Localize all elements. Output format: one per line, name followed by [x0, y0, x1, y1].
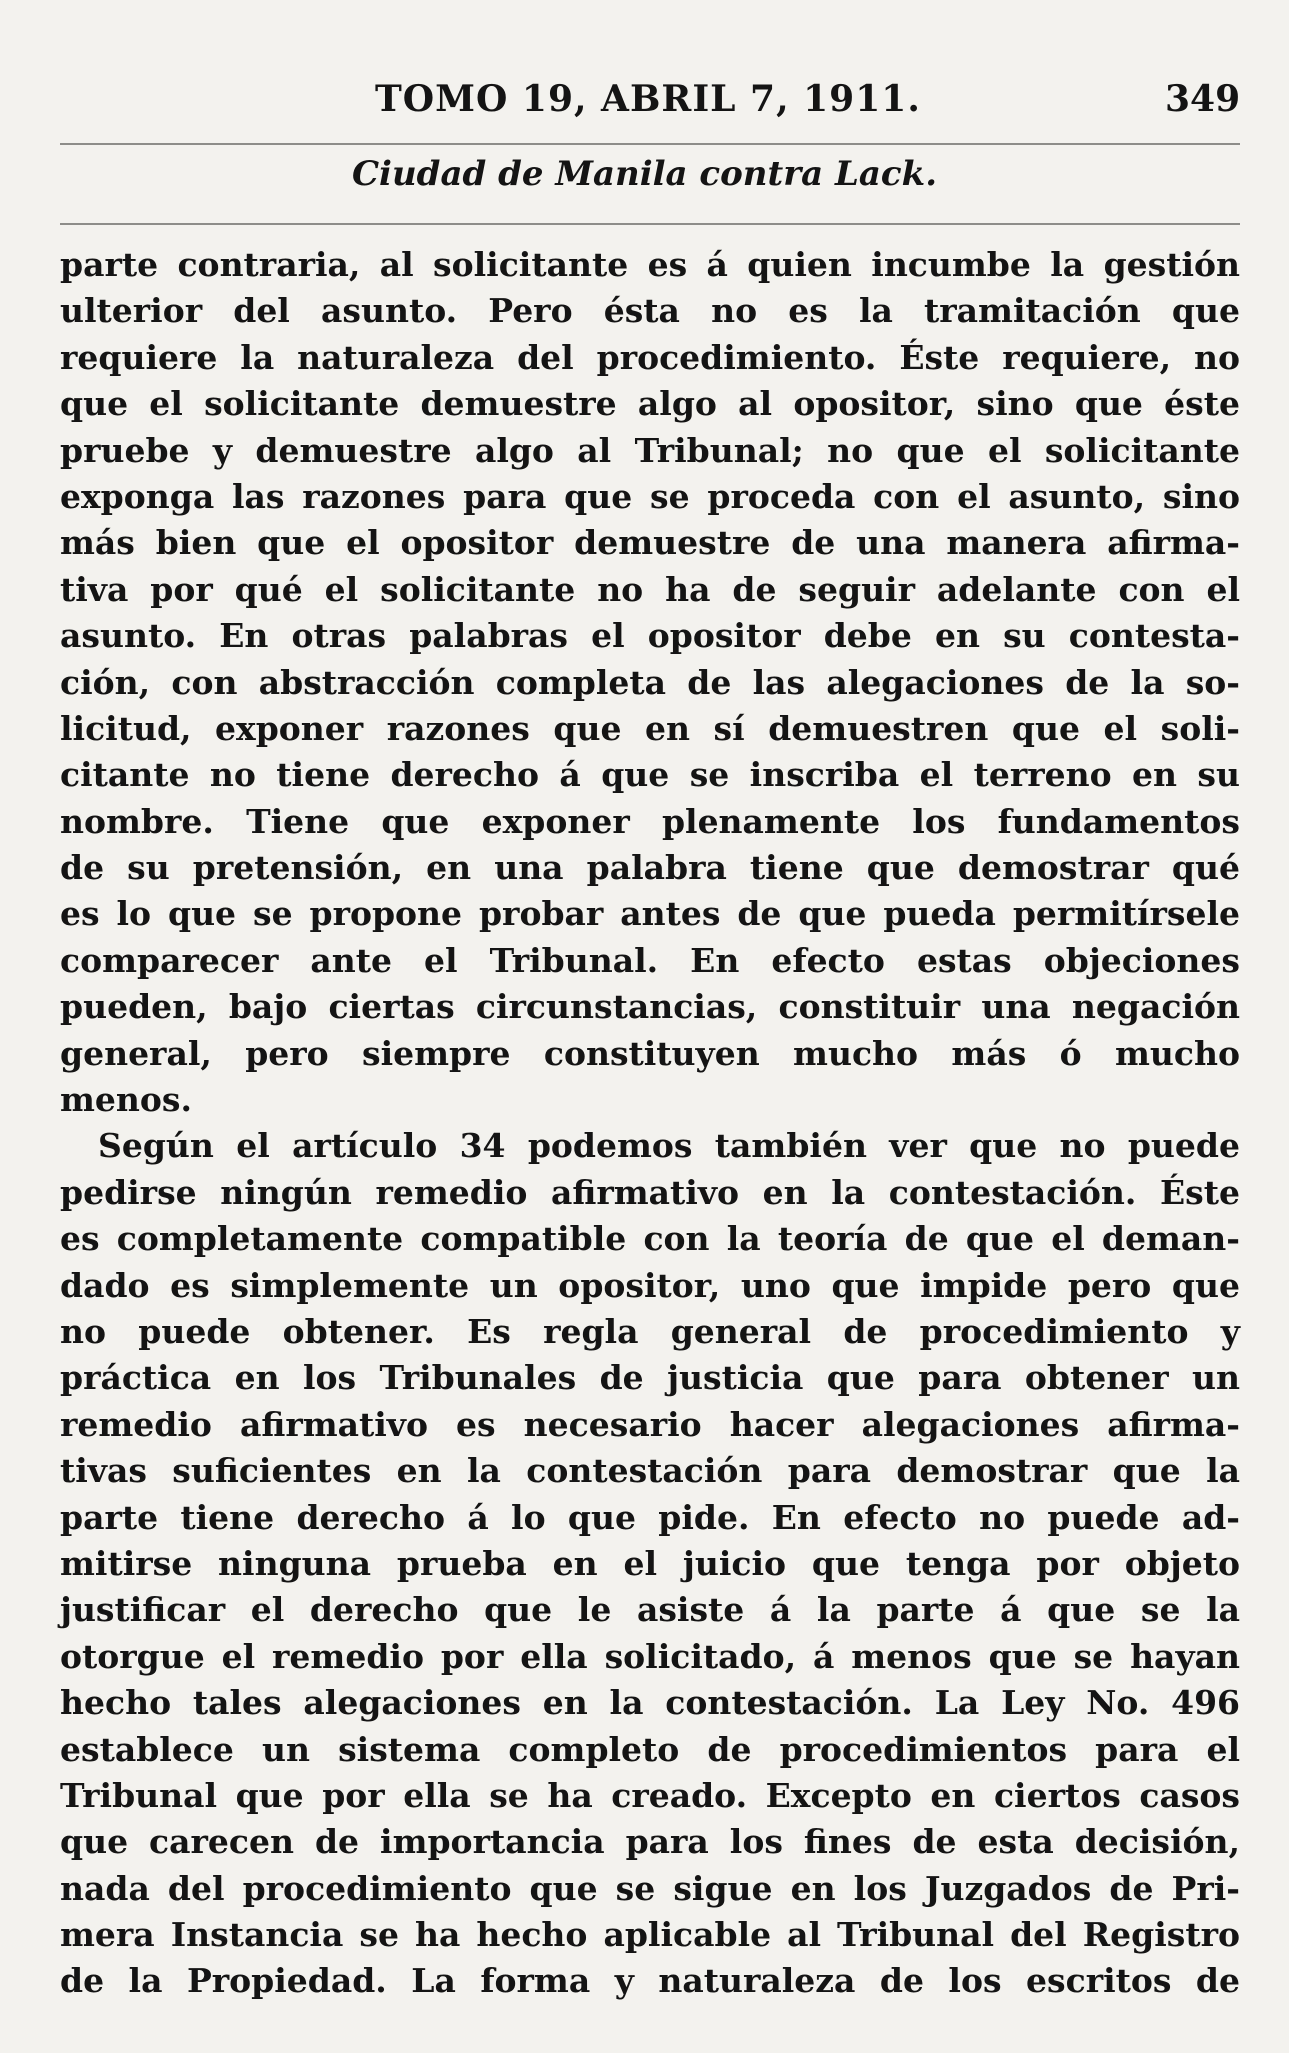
header-rule-bottom — [60, 223, 1240, 225]
text-line: asunto. En otras palabras el opositor debe en su contesta- — [60, 616, 1240, 656]
text-line: pueden, bajo ciertas circunstancias, constituir una negación — [60, 987, 1240, 1027]
text-line: general, pero siempre constituyen mucho más ó mucho — [60, 1033, 1240, 1073]
text-line: citante no tiene derecho á que se inscriba el terreno en su — [60, 755, 1240, 795]
text-line: de su pretensión, en una palabra tiene que demostrar qué — [60, 848, 1240, 888]
header-rule-top — [60, 143, 1240, 145]
text-line: es completamente compatible con la teoría de que el deman- — [60, 1219, 1240, 1259]
text-line: parte tiene derecho á lo que pide. En efecto no puede ad- — [60, 1497, 1240, 1537]
text-line: más bien que el opositor demuestre de una manera afirma- — [60, 523, 1240, 563]
text-line: menos. — [60, 1080, 192, 1120]
page-header — [0, 78, 1289, 138]
text-line: licitud, exponer razones que en sí demuestren que el soli- — [60, 708, 1240, 748]
text-line: mitirse ninguna prueba en el juicio que tenga por objeto — [60, 1543, 1240, 1583]
text-line: que carecen de importancia para los fines de esta decisión, — [60, 1822, 1240, 1862]
text-line: mera Instancia se ha hecho aplicable al Tribunal del Registro — [60, 1915, 1240, 1955]
text-line: pruebe y demuestre algo al Tribunal; no que el solicitante — [60, 430, 1240, 470]
text-line: tivas suficientes en la contestación para demostrar que la — [60, 1451, 1240, 1491]
text-line: Tribunal que por ella se ha creado. Excepto en ciertos casos — [60, 1775, 1240, 1815]
text-line: justificar el derecho que le asiste á la parte á que se la — [60, 1590, 1240, 1630]
text-line: parte contraria, al solicitante es á quien incumbe la gestión — [60, 245, 1240, 284]
case-title: Ciudad de Manila contra Lack. — [351, 154, 938, 194]
running-head: TOMO 19, ABRIL 7, 1911. — [375, 78, 921, 120]
text-line: es lo que se propone probar antes de que pueda permitírsele — [60, 894, 1240, 934]
text-line: práctica en los Tribunales de justicia que para obtener un — [60, 1358, 1240, 1398]
text-line: requiere la naturaleza del procedimiento. Éste requiere, no — [60, 337, 1240, 377]
text-line: pedirse ningún remedio afirmativo en la contestación. Éste — [60, 1172, 1240, 1212]
text-line: otorgue el remedio por ella solicitado, á menos que se hayan — [60, 1636, 1240, 1676]
text-line: hecho tales alegaciones en la contestación. La Ley No. 496 — [60, 1683, 1240, 1723]
text-line: comparecer ante el Tribunal. En efecto estas objeciones — [60, 940, 1240, 980]
text-line: nada del procedimiento que se sigue en los Juzgados de Pri- — [60, 1868, 1240, 1908]
text-line: exponga las razones para que se proceda con el asunto, sino — [60, 476, 1240, 516]
text-line: ción, con abstracción completa de las alegaciones de la so- — [60, 662, 1240, 702]
text-line: Según el artículo 34 podemos también ver que no puede — [98, 1126, 1240, 1166]
page-number: 349 — [1165, 78, 1241, 120]
text-line: que el solicitante demuestre algo al opositor, sino que éste — [60, 384, 1240, 424]
text-line: tiva por qué el solicitante no ha de seguir adelante con el — [60, 569, 1240, 609]
text-line: de la Propiedad. La forma y naturaleza de los escritos de — [60, 1961, 1240, 2001]
text-line: remedio afirmativo es necesario hacer alegaciones afirma- — [60, 1404, 1240, 1444]
text-line: no puede obtener. Es regla general de procedimiento y — [60, 1311, 1240, 1351]
text-line: ulterior del asunto. Pero ésta no es la tramitación que — [60, 291, 1240, 331]
body-text — [60, 242, 1240, 2005]
text-line: dado es simplemente un opositor, uno que impide pero que — [60, 1265, 1240, 1305]
text-line: establece un sistema completo de procedimientos para el — [60, 1729, 1240, 1769]
text-line: nombre. Tiene que exponer plenamente los fundamentos — [60, 801, 1240, 841]
